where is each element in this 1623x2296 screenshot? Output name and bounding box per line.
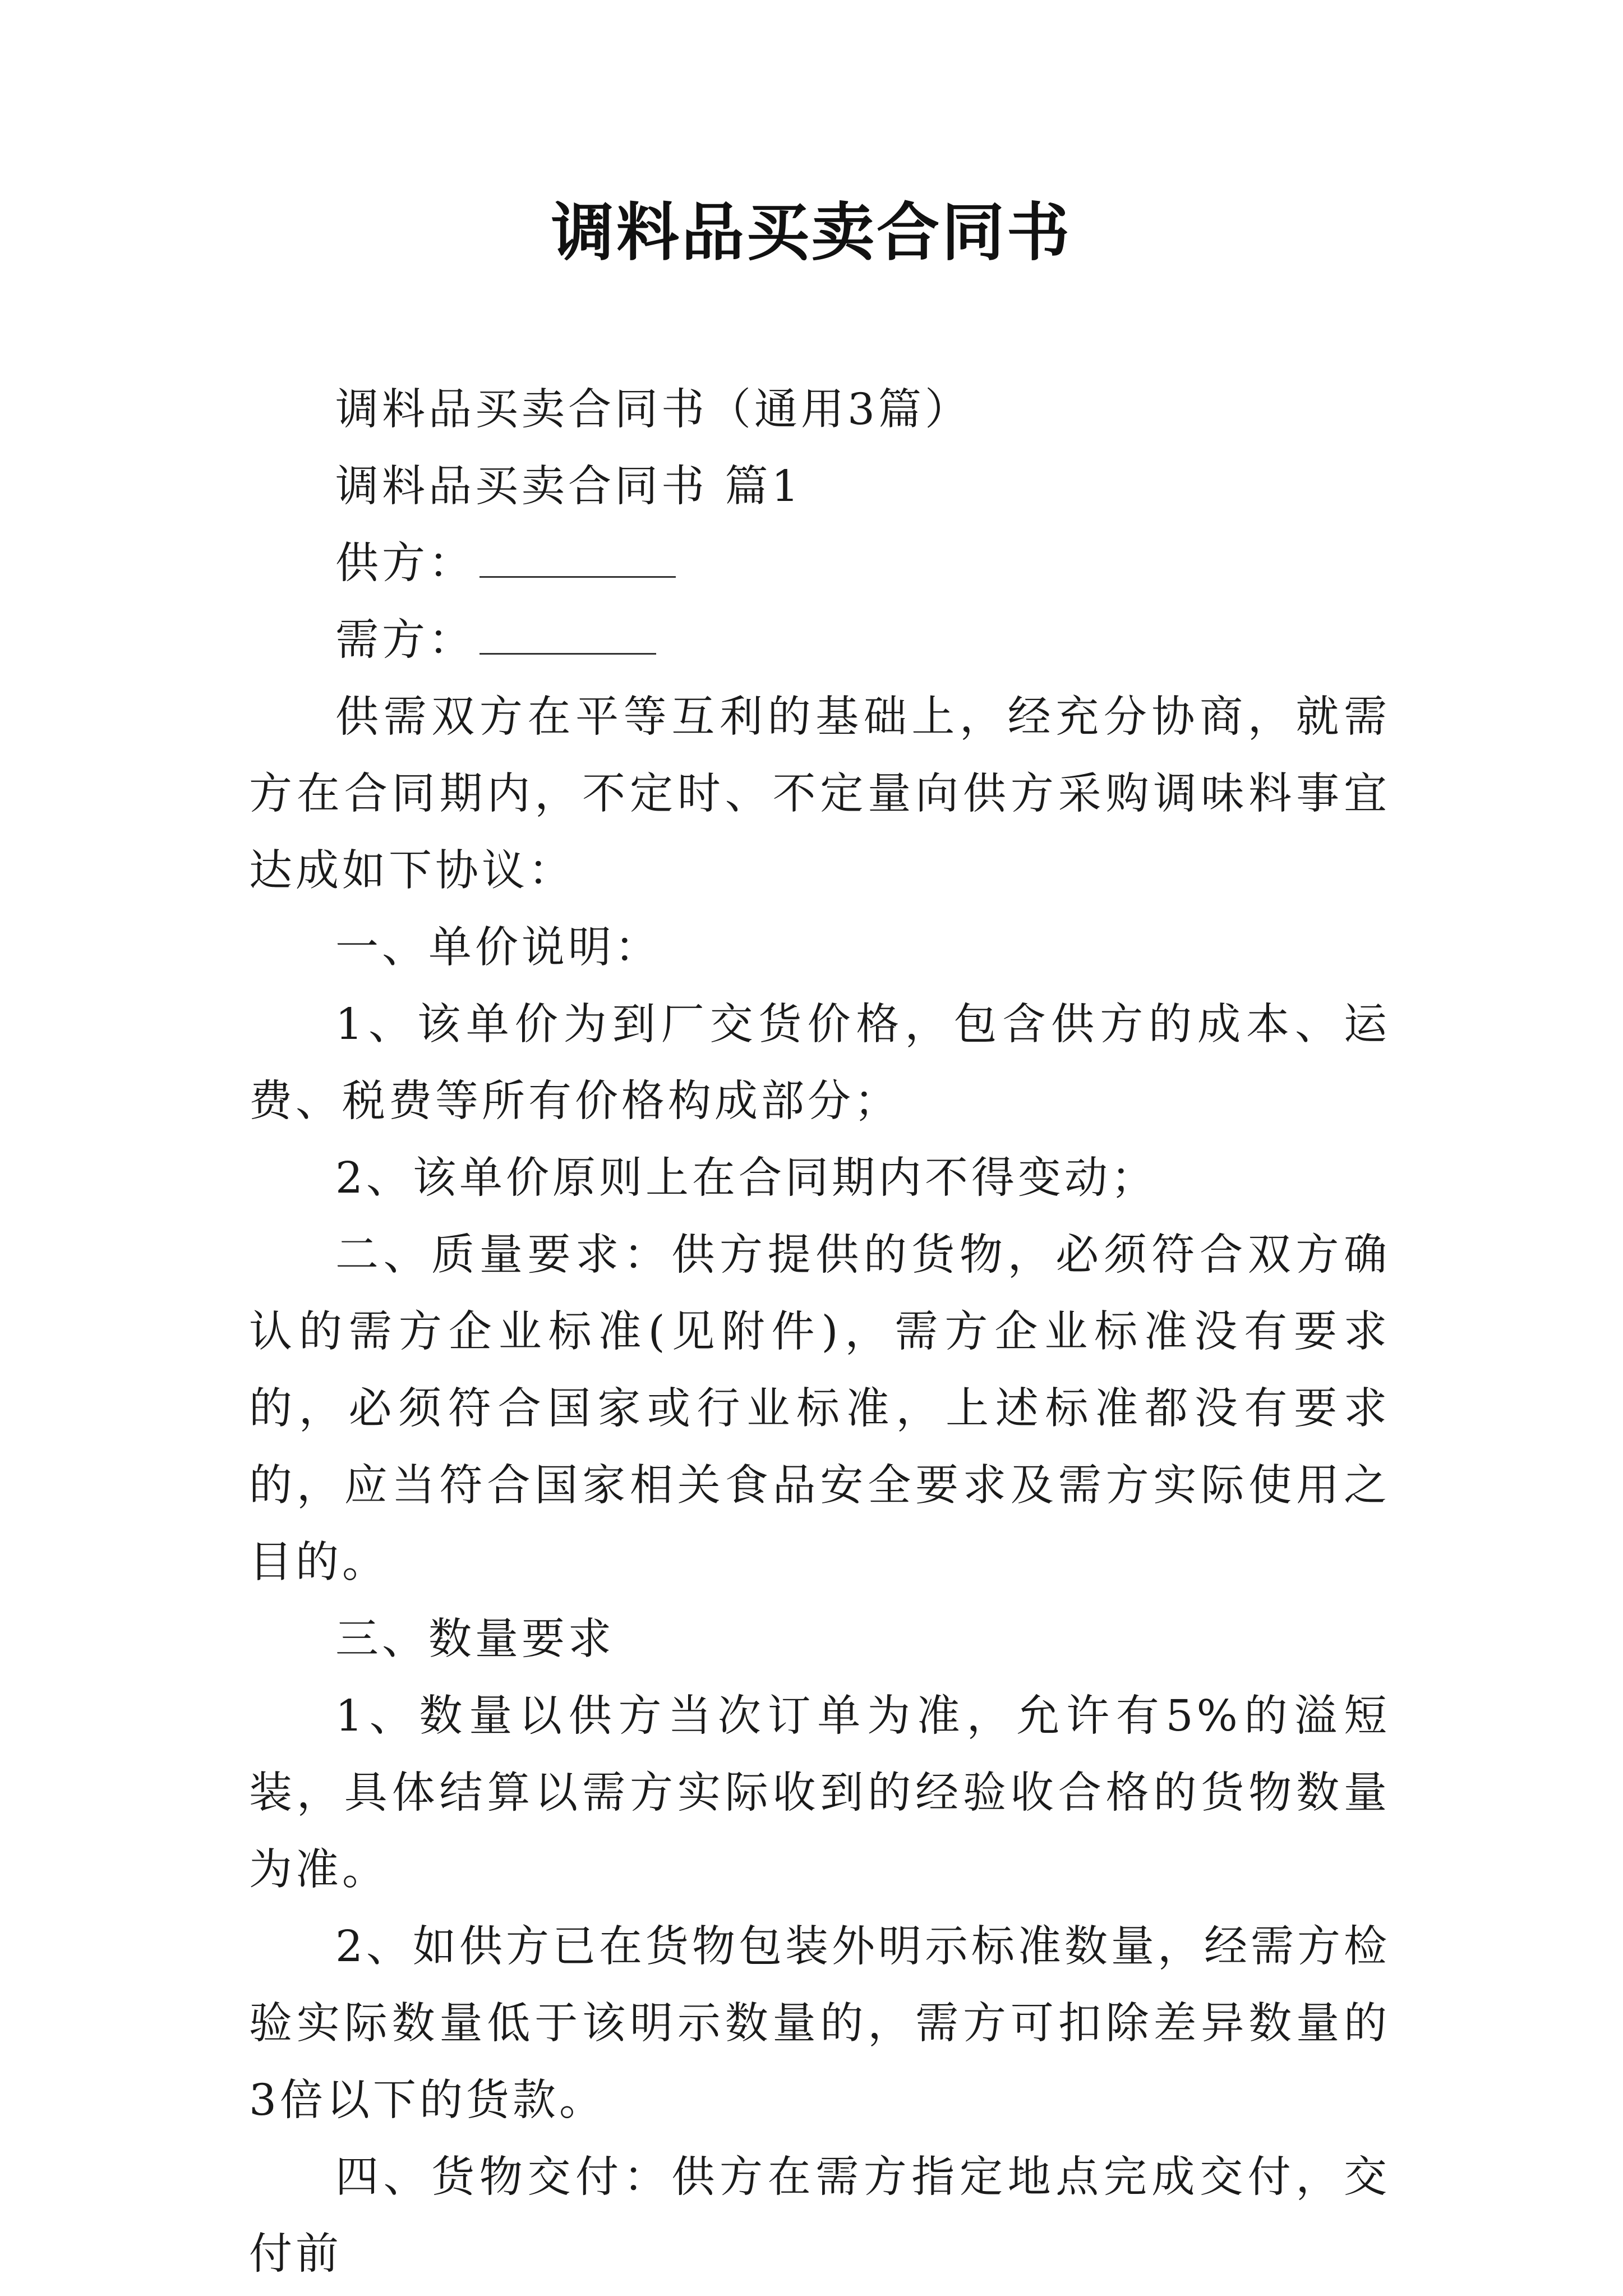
buyer-line	[249, 602, 1390, 679]
intro-paragraph: 供需双方在平等互利的基础上，经充分协商，就需方在合同期内，不定时、不定量向供方采购调味料事宜达成如下协议：	[249, 692, 1390, 896]
clause-2-paragraph: 二、质量要求：供方提供的货物，必须符合双方确认的需方企业标准(见附件)，需方企业标准没有要求的，必须符合国家或行业标准，上述标准都没有要求的，应当符合国家相关食品安全要求及需方实际使用之目的。	[249, 1230, 1390, 1588]
buyer-label: 需方：	[335, 615, 475, 665]
supplier-label: 供方：	[335, 539, 475, 588]
supplier-blank-line	[479, 541, 676, 578]
supplier-line	[249, 525, 1390, 602]
document-title: 调料品买卖合同书	[551, 196, 1072, 269]
subtitle-paragraph: 调料品买卖合同书（通用3篇）	[335, 385, 971, 435]
clause-4-paragraph: 四、货物交付：供方在需方指定地点完成交付，交付前	[249, 2152, 1390, 2279]
document-body	[249, 371, 1390, 2293]
clause-1-item-1: 1、该单价为到厂交货价格，包含供方的成本、运费、税费等所有价格构成部分；	[249, 1000, 1390, 1126]
clause-3-item-2: 2、如供方已在货物包装外明示标准数量，经需方检验实际数量低于该明示数量的，需方可扣除差异数量的3倍以下的货款。	[249, 1922, 1390, 2125]
clause-3-heading: 三、数量要求	[335, 1614, 615, 1664]
buyer-blank-line	[479, 618, 656, 655]
section-heading: 调料品买卖合同书 篇1	[335, 462, 803, 512]
clause-1-item-2: 2、该单价原则上在合同期内不得变动；	[335, 1153, 1158, 1203]
clause-3-item-1: 1、数量以供方当次订单为准，允许有5%的溢短装，具体结算以需方实际收到的经验收合格的货物数量为准。	[249, 1691, 1390, 1895]
clause-1-heading: 一、单价说明：	[335, 923, 661, 973]
